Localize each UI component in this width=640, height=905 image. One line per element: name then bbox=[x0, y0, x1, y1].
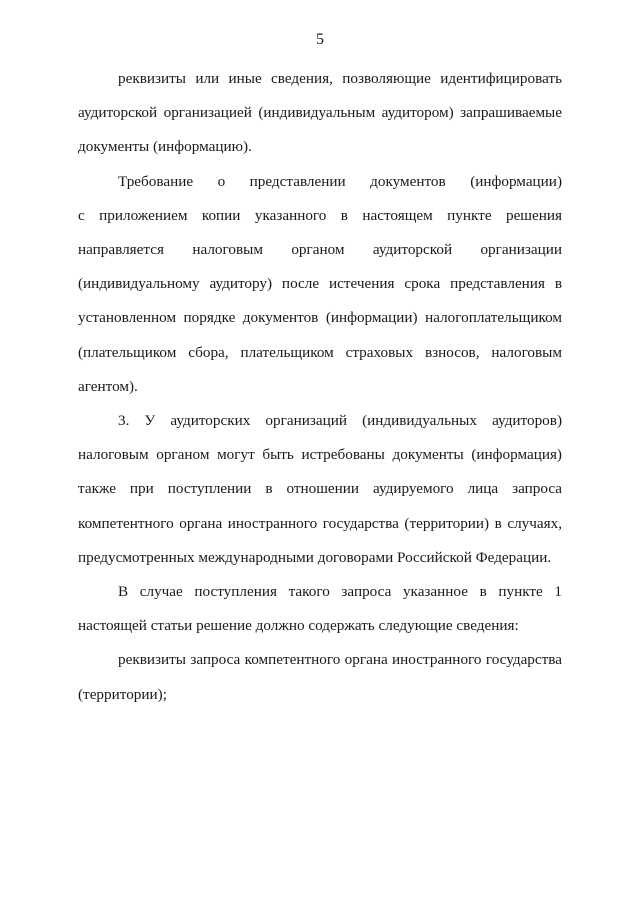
text-line: (плательщиком сбора, плательщиком страховых взносов, налоговым bbox=[78, 343, 562, 361]
text-line: направляется налоговым органом аудиторской организации bbox=[78, 241, 562, 259]
text-line: (территории); bbox=[78, 685, 167, 703]
text-line: настоящей статьи решение должно содержать следующие сведения: bbox=[78, 617, 519, 635]
page-number: 5 bbox=[316, 31, 324, 48]
text-line: также при поступлении в отношении аудируемого лица запроса bbox=[78, 480, 562, 498]
text-line: агентом). bbox=[78, 377, 138, 395]
text-line: документы (информацию). bbox=[78, 138, 252, 156]
paragraph-demand bbox=[78, 165, 562, 404]
text-line: предусмотренных международными договорами Российской Федерации. bbox=[78, 548, 552, 566]
text-line: с приложением копии указанного в настоящем пункте решения bbox=[78, 206, 562, 224]
paragraph-request-requisites bbox=[78, 643, 562, 711]
text-line: реквизиты запроса компетентного органа иностранного государства bbox=[118, 651, 562, 669]
text-line: налоговым органом могут быть истребованы документы (информация) bbox=[78, 446, 562, 464]
paragraph-item-3 bbox=[78, 404, 562, 575]
text-line: компетентного органа иностранного государства (территории) в случаях, bbox=[78, 514, 562, 532]
text-line: установленном порядке документов (информации) налогоплательщиком bbox=[78, 309, 562, 327]
paragraph-requisites bbox=[78, 62, 562, 165]
paragraph-request-case bbox=[78, 575, 562, 643]
text-line: Требование о представлении документов (информации) bbox=[118, 172, 562, 190]
text-line: 3. У аудиторских организаций (индивидуальных аудиторов) bbox=[118, 412, 562, 430]
text-line: аудиторской организацией (индивидуальным аудитором) запрашиваемые bbox=[78, 104, 562, 122]
text-line: (индивидуальному аудитору) после истечения срока представления в bbox=[78, 275, 562, 293]
text-line: В случае поступления такого запроса указанное в пункте 1 bbox=[118, 583, 562, 601]
text-line: реквизиты или иные сведения, позволяющие идентифицировать bbox=[118, 70, 562, 87]
document-body bbox=[78, 62, 562, 712]
